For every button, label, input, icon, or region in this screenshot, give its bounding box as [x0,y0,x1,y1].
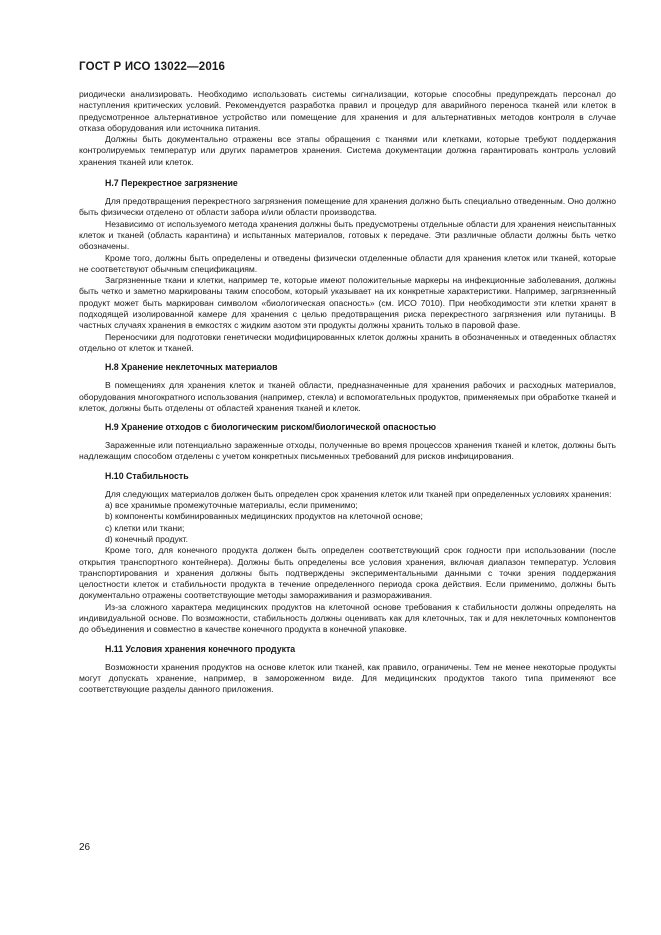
page-number: 26 [79,842,91,853]
list-item: b) компоненты комбинированных медицинских продуктов на клеточной основе; [105,511,423,522]
list-item: c) клетки или ткани; [105,522,185,533]
section-heading-h7: Н.7 Перекрестное загрязнение [105,178,238,189]
section-heading-h9: Н.9 Хранение отходов с биологическим риском/биологической опасностью [105,422,437,433]
paragraph: Должны быть документально отражены все этапы обращения с тканями или клетками, которые требуют поддержания контролируемых температур или других параметров хранения. Система документации должна гарантировать контроль условий хранения тканей или клеток. [79,134,616,167]
section-heading-h8: Н.8 Хранение неклеточных материалов [105,362,278,373]
paragraph: Переносчики для подготовки генетически модифицированных клеток должны хранить в обозначенных и отведенных областях отдельно от клеток и тканей. [79,331,616,353]
paragraph: Для следующих материалов должен быть определен срок хранения клеток или тканей при определенных условиях хранения: [105,488,612,499]
document-body [79,89,616,695]
list-item: a) все хранимые промежуточные материалы, если применимо; [105,500,358,511]
paragraph: Независимо от используемого метода хранения должны быть предусмотрены отдельные области для хранения неиспытанных клеток и тканей (область карантина) и испытанных материалов, готовых к передаче. Эти различные области должны быть четко обозначены. [79,218,616,252]
paragraph: Зараженные или потенциально зараженные отходы, полученные во время процессов хранения тканей и клеток, должны быть надлежащим способом отделены с учетом конкретных письменных требований для рисков инфицирования. [79,440,616,462]
paragraph: Из-за сложного характера медицинских продуктов на клеточной основе требования к стабильности должны определять на индивидуальной основе. По возможности, стабильность должны оценивать как для клеточных, так и для неклеточных компонентов до объединения и совместно в качестве конечного продукта в конечной упаковке. [79,601,616,635]
list-item: d) конечный продукт. [105,533,189,544]
section-heading-h10: Н.10 Стабильность [105,470,189,481]
document-header: ГОСТ Р ИСО 13022—2016 [79,61,226,73]
paragraph: Кроме того, для конечного продукта должен быть определен соответствующий срок годности при использовании (после открытия транспортного контейнера). Должны быть определены все условия хранения, включая диапазон температур. Условия транспортирования и хранения должны быть подтверждены экспериментальными данными с точки зрения поддержания целостности клеток и стабильности продукта в течение определенного периода срока действия. Если применимо, должны быть документально отражены соответствующие методы замораживания и размораживания. [79,545,616,601]
paragraph: Загрязненные ткани и клетки, например те, которые имеют положительные маркеры на инфекционные заболевания, должны быть четко и заметно маркированы таким способом, который указывает на их конкретные характеристики. Например, загрязненный продукт может быть маркирован символом «биологическая опасность» (см. ИСО 7010). При необходимости эти клетки хранят в подходящей изолированной камере для хранения с целью предотвращения риска перекрестного загрязнения или путаницы. В частных случаях хранения в емкостях с жидким азотом эти продукты должны хранить только в паровой фазе. [79,275,616,331]
paragraph: Возможности хранения продуктов на основе клеток или тканей, как правило, ограничены. Тем не менее некоторые продукты могут допускать хранение, например, в замороженном виде. Для медицинских продуктов такого типа применяют все соответствующие разделы данного приложения. [79,661,616,695]
section-heading-h11: Н.11 Условия хранения конечного продукта [105,643,296,654]
paragraph: Для предотвращения перекрестного загрязнения помещение для хранения должно быть специально отведенным. Оно должно быть физически отделено от области забора и/или области производства. [79,196,616,218]
paragraph: В помещениях для хранения клеток и тканей области, предназначенные для хранения рабочих и расходных материалов, оборудования многократного использования (например, стекла) и вспомогательных продуктов, применяемых при обработке тканей и клеток, должны быть отделены от областей хранения тканей и клеток. [79,380,616,413]
paragraph: риодически анализировать. Необходимо использовать системы сигнализации, которые способны предупреждать персонал до наступления критических условий. Рекомендуется разработка правил и процедур для аварийного переноса тканей или клеток в предусмотренное альтернативное устройство или помещение для хранения и для альтернативных методов контроля в случае отказа оборудования или источника питания. [79,89,616,133]
paragraph: Кроме того, должны быть определены и отведены физически отделенные области для хранения клеток или тканей, которые не соответствуют обычным спецификациям. [79,252,616,274]
